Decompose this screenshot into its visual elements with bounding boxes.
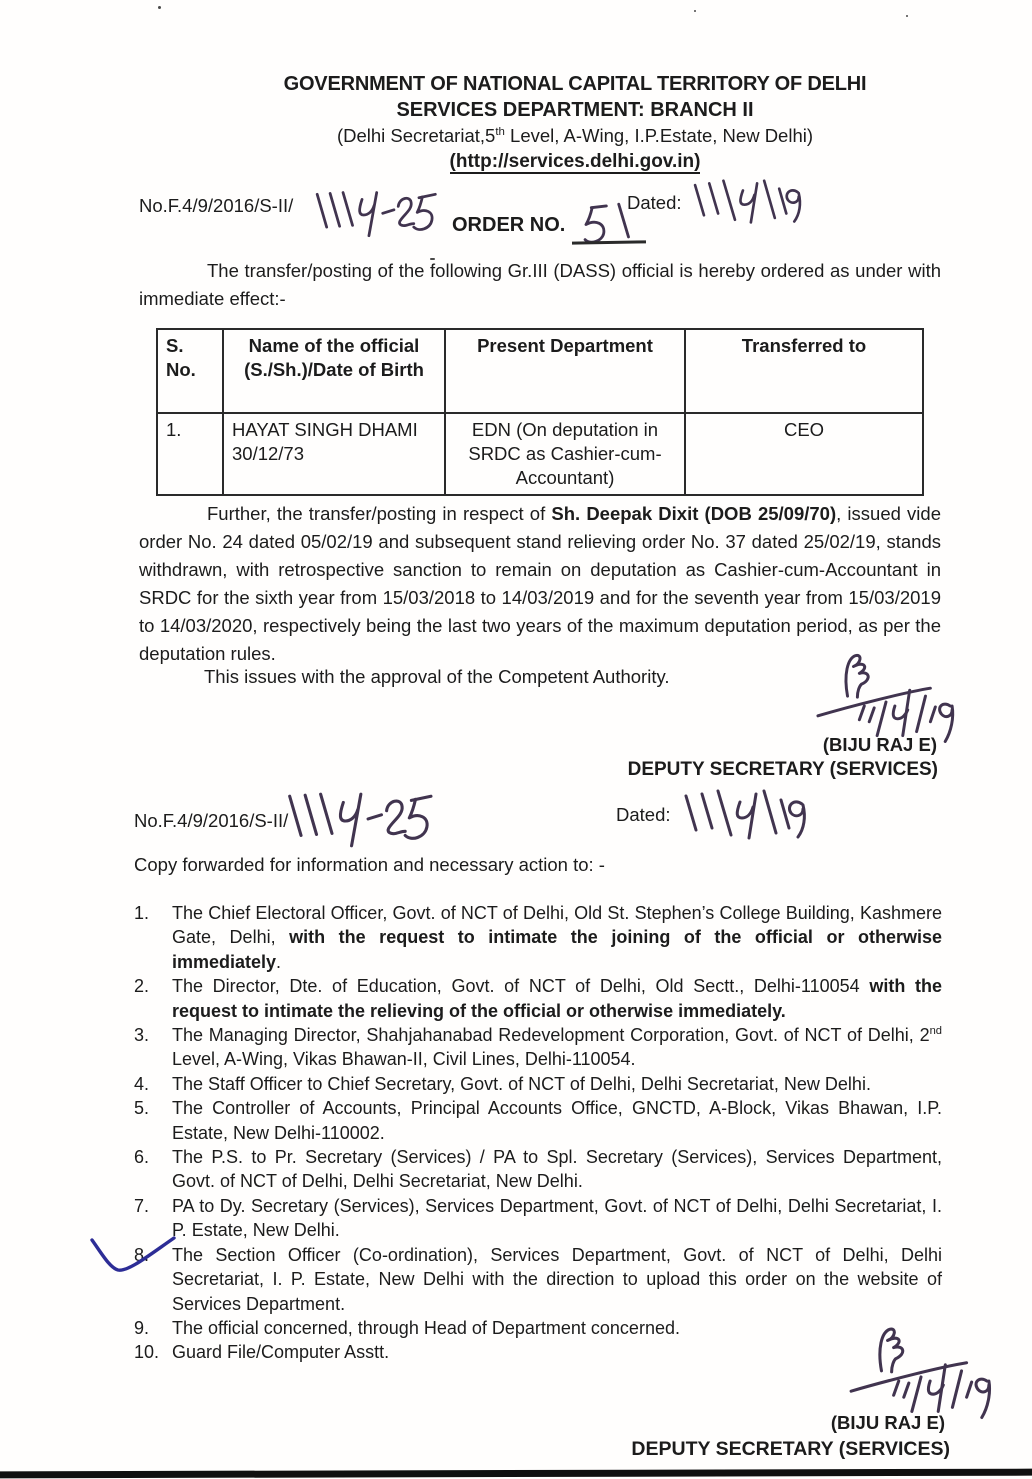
website-url: (http://services.delhi.gov.in): [449, 151, 701, 172]
handwritten-date: [688, 176, 812, 228]
list-item: 1. The Chief Electoral Officer, Govt. of NCT of Delhi, Old St. Stephen’s College Building, Kashmere Gate, Delhi, with the request to intimate the joining of the official or otherwise immediately.: [134, 903, 943, 972]
handwritten-date: [678, 786, 818, 844]
table-row: [157, 413, 923, 495]
list-item: 5. The Controller of Accounts, Principal Accounts Office, GNCTD, A-Block, Vikas Bhawan, I.P. Estate, New Delhi-110002.: [134, 1098, 942, 1143]
cell-sno: 1.: [157, 413, 223, 495]
letterhead: [110, 71, 1032, 175]
address-line: (Delhi Secretariat,5th Level, A-Wing, I.P.Estate, New Delhi): [336, 125, 814, 146]
list-item: 7. PA to Dy. Secretary (Services), Services Department, Govt. of NCT of Delhi, Delhi Secretariat, I. P. Estate, New Delhi.: [134, 1195, 942, 1241]
scan-speck: [694, 10, 696, 12]
dated-label: Dated:: [627, 192, 682, 213]
col-header-present-dept: Present Department: [445, 329, 685, 413]
copy-recipient-list: [134, 901, 942, 1365]
handwritten-file-number: [282, 788, 450, 854]
withdrawal-paragraph: Further, the transfer/posting in respect of Sh. Deepak Dixit (DOB 25/09/70), issued vide order No. 24 dated 05/02/19 and subsequent stand relieving order No. 37 dated 25/02/19, stands withdrawn, with retrospective sanction to remain on deputation as Cashier-cum-Accountant in SRDC for the sixth year from 15/03/2018 to 14/03/2019 and for the seventh year from 15/03/2019 to 14/03/2020, respectively being the last two years of the maximum deputation period, as per the deputation rules.: [139, 503, 941, 664]
order-no-underline: [572, 240, 646, 244]
list-item: 9. The official concerned, through Head of Department concerned.: [134, 1317, 680, 1338]
cell-transferred-to: CEO: [685, 413, 923, 495]
signatory-title: DEPUTY SECRETARY (SERVICES): [627, 759, 938, 780]
scan-edge-bar: [0, 1469, 1032, 1479]
col-header-transferred-to: Transferred to: [685, 329, 923, 413]
signatory-title: DEPUTY SECRETARY (SERVICES): [631, 1438, 950, 1460]
signatory-name: (BIJU RAJ E): [822, 734, 937, 755]
dated-label: Dated:: [616, 804, 671, 825]
list-item: 4. The Staff Officer to Chief Secretary, Govt. of NCT of Delhi, Delhi Secretariat, New Delhi.: [134, 1073, 871, 1094]
official-name-bold: Sh. Deepak Dixit (DOB 25/09/70): [551, 503, 837, 524]
department-title: SERVICES DEPARTMENT: BRANCH II: [396, 99, 754, 121]
file-number-label: No.F.4/9/2016/S-II/: [139, 195, 294, 216]
opening-paragraph: The transfer/posting of the following Gr.III (DASS) official is hereby ordered as under with immediate effect:-: [139, 260, 941, 309]
list-item: 2. The Director, Dte. of Education, Govt. of NCT of Delhi, Old Sectt., Delhi-110054 with the request to intimate the relieving of the official or otherwise immediately.: [134, 976, 942, 1021]
website-line: [110, 149, 1032, 175]
list-item: 10. Guard File/Computer Asstt.: [134, 1342, 390, 1363]
table-header-row: [157, 329, 923, 413]
order-no-label: ORDER NO.: [452, 214, 566, 236]
cell-present-dept: EDN (On deputation in SRDC as Cashier-cum-Accountant): [445, 413, 685, 495]
copy-forwarded-line: Copy forwarded for information and necessary action to: -: [134, 854, 605, 875]
col-header-sno: S. No.: [157, 329, 223, 413]
ordinal-sup: th: [495, 125, 505, 138]
signatory-name: (BIJU RAJ E): [830, 1412, 945, 1433]
cell-name: HAYAT SINGH DHAMI 30/12/73: [223, 413, 445, 495]
list-item: 6. The P.S. to Pr. Secretary (Services) / PA to Spl. Secretary (Services), Services Department, Govt. of NCT of Delhi, Delhi Secretariat, New Delhi.: [134, 1147, 942, 1192]
blue-check-mark: [88, 1228, 178, 1276]
approval-line: This issues with the approval of the Competent Authority.: [204, 666, 670, 687]
handwritten-order-number: [578, 200, 640, 242]
list-item: 3. The Managing Director, Shahjahanabad Redevelopment Corporation, Govt. of NCT of Delhi, 2nd Level, A-Wing, Vikas Bhawan-II, Civil Lines, Delhi-110054.: [134, 1025, 942, 1070]
list-item: 8. The Section Officer (Co-ordination), Services Department, Govt. of NCT of Delhi, Delhi Secretariat, I. P. Estate, New Delhi with the direction to upload this order on the website of Services Department.: [134, 1244, 942, 1314]
file-number-label: No.F.4/9/2016/S-II/: [134, 810, 289, 831]
col-header-name: Name of the official (S./Sh.)/Date of Birth: [223, 329, 445, 413]
scan-speck: [158, 6, 161, 9]
ordinal-sup: nd: [929, 1025, 942, 1038]
transfer-table: [156, 328, 924, 496]
scan-speck: [906, 15, 908, 17]
govt-title: GOVERNMENT OF NATIONAL CAPITAL TERRITORY OF DELHI: [283, 73, 867, 95]
handwritten-file-number: [312, 186, 450, 244]
